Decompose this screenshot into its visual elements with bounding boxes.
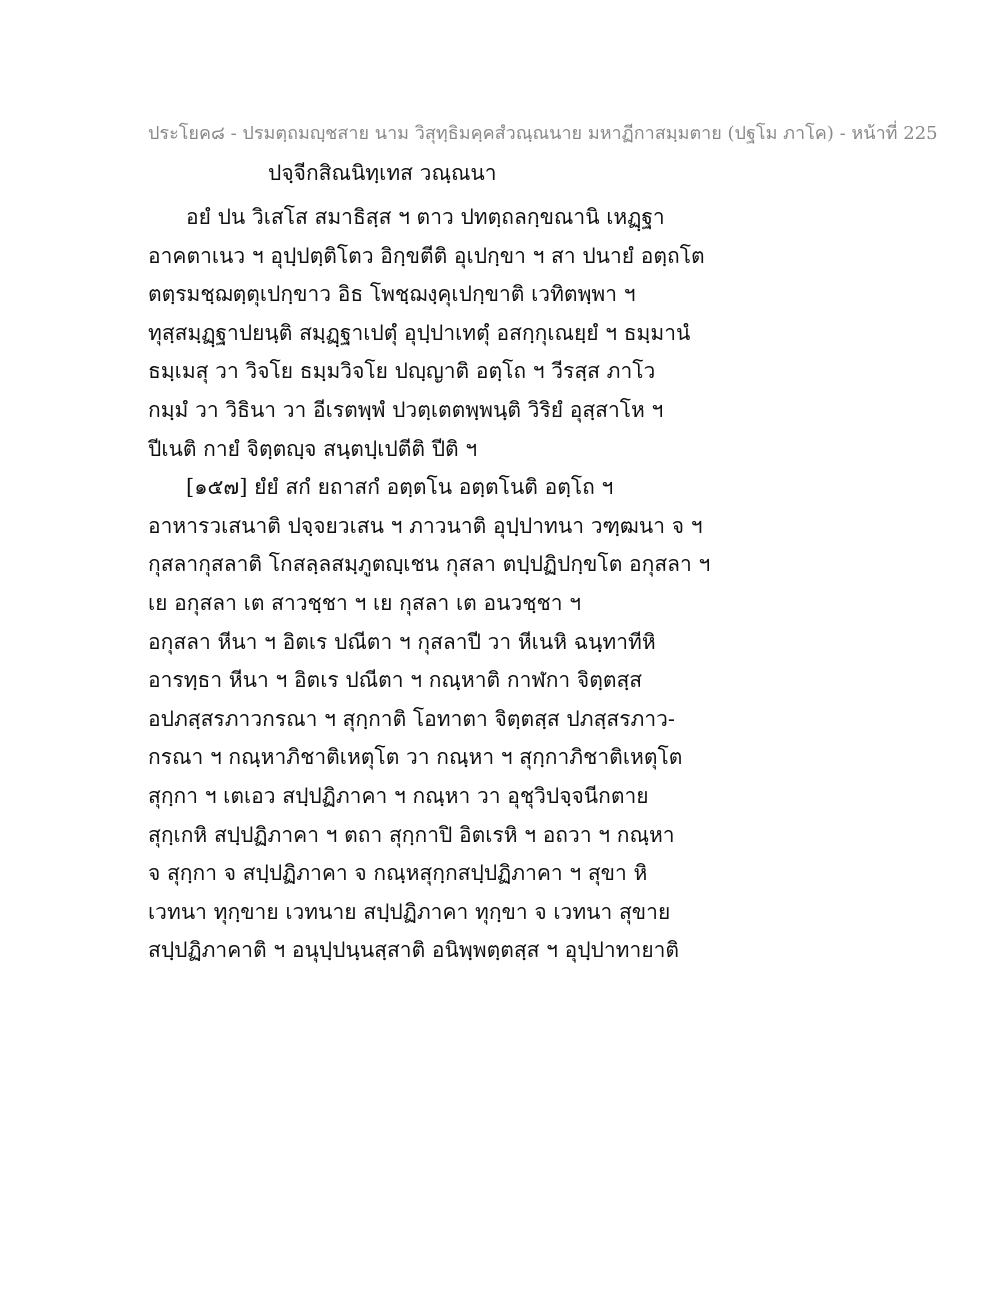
body-text	[148, 198, 711, 970]
text-line: ทุสฺสมฺฏฺฐาปยนฺติ สมฺฏฺฐาเปตุํ อุปฺปาเทตุํ อสกฺกุเณยฺยํ ฯ ธมฺมานํ	[148, 320, 691, 345]
text-line: อาหารวเสนาติ ปจฺจยวเสน ฯ ภาวนาติ อุปฺปาทนา วฑฺฒนา จ ฯ	[148, 513, 703, 538]
text-line: ปีเนติ กายํ จิตฺตญฺจ สนฺตปฺเปตีติ ปีติ ฯ	[148, 436, 478, 461]
text-line: อปภสฺสรภาวกรณา ฯ สุกฺกาติ โอทาตา จิตฺตสฺส ปภสฺสรภาว-	[148, 706, 676, 731]
text-line: สุกฺกา ฯ เตเอว สปฺปฏิภาคา ฯ กณฺหา วา อุชุวิปจฺจนีกตาย	[148, 783, 649, 808]
text-line: ตตฺรมชฺฌตฺตุเปกฺขาว อิธ โพชฺฌงฺคุเปกฺขาติ เวทิตพฺพา ฯ	[148, 282, 636, 307]
text-line: เย อกุสลา เต สาวชฺชา ฯ เย กุสลา เต อนวชฺชา ฯ	[148, 590, 582, 615]
text-line: อารทฺธา หีนา ฯ อิตเร ปณีตา ฯ กณฺหาติ กาฬกา จิตฺตสฺส	[148, 668, 643, 693]
text-line: จ สุกฺกา จ สปฺปฏิภาคา จ กณฺหสุกฺกสปฺปฏิภาคา ฯ สุขา หิ	[148, 861, 648, 886]
text-line: อกุสลา หีนา ฯ อิตเร ปณีตา ฯ กุสลาปี วา หีเนหิ ฉนฺทาทีหิ	[148, 629, 656, 654]
text-line: [๑๕๗] ยํยํ สกํ ยถาสกํ อตฺตโน อตฺตโนติ อตฺโถ ฯ	[186, 475, 614, 500]
text-line: อยํ ปน วิเสโส สมาธิสฺส ฯ ตาว ปทตฺถลกฺขณานิ เหฏฺฐา	[186, 205, 665, 229]
text-line: ธมฺเมสุ วา วิจโย ธมฺมวิจโย ปญฺญาติ อตฺโถ ฯ วีรสฺส ภาโว	[148, 359, 656, 384]
text-line: อาคตาเนว ฯ อุปฺปตฺติโตว อิกฺขตีติ อุเปกฺขา ฯ สา ปนายํ อตฺถโต	[148, 243, 705, 268]
text-line: สปฺปฏิภาคาติ ฯ อนุปฺปนฺนสฺสาติ อนิพฺพตฺตสฺส ฯ อุปฺปาทายาติ	[148, 938, 680, 963]
text-line: กุสลากุสลาติ โกสลฺลสมฺภูตญฺเชน กุสลา ตปฺปฏิปกฺขโต อกุสลา ฯ	[148, 552, 711, 577]
running-header: ประโยค๘ - ปรมตฺถมญฺชสาย นาม วิสุทฺธิมคฺคสํวณฺณนาย มหาฏีกาสมฺมตาย (ปฐโม ภาโค) - หน้าที่ 225	[148, 123, 938, 144]
text-line: เวทนา ทุกฺขาย เวทนาย สปฺปฏิภาคา ทุกฺขา จ เวทนา สุขาย	[148, 899, 671, 924]
text-line: กมฺมํ วา วิธินา วา อีเรตพฺพํ ปวตฺเตตพฺพนฺติ วิริยํ อุสฺสาโห ฯ	[148, 397, 664, 422]
section-title: ปจฺจีกสิณนิทฺเทส วณฺณนา	[268, 161, 497, 185]
text-line: กรณา ฯ กณฺหาภิชาติเหตุโต วา กณฺหา ฯ สุกฺกาภิชาติเหตุโต	[148, 745, 683, 770]
text-line: สุกฺเกหิ สปฺปฏิภาคา ฯ ตถา สุกฺกาปิ อิตเรหิ ฯ อถวา ฯ กณฺหา	[148, 822, 675, 847]
